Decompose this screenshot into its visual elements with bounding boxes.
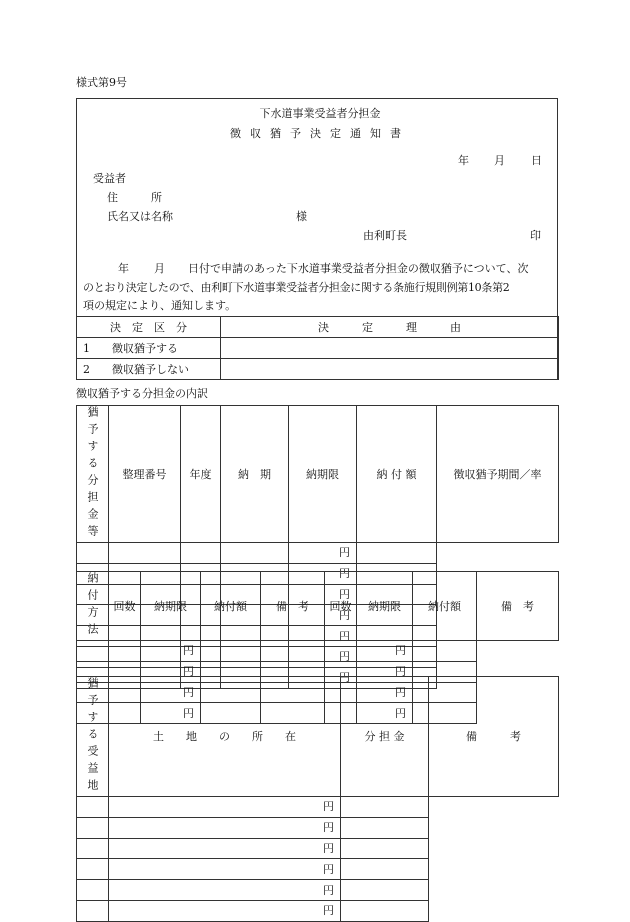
blank-cell xyxy=(77,543,109,564)
yen-unit: 円 xyxy=(289,543,357,564)
body-text-line2: のとおり決定したので、由利町下水道事業受益者分担金に関する条施行規則例第10条第2 xyxy=(83,281,510,294)
col-fiscal-year: 年度 xyxy=(181,406,221,543)
table-row xyxy=(77,900,559,921)
col-remarks: 備 考 xyxy=(261,572,325,641)
blank-cell xyxy=(357,543,437,564)
reason-header: 決 定 理 由 xyxy=(221,317,559,338)
date-year: 年 xyxy=(458,154,469,167)
yen-unit: 円 xyxy=(357,661,413,682)
body-text-line1: 日付で申請のあった下水道事業受益者分担金の徴収猶予について、次 xyxy=(188,262,529,275)
col-payment-term: 納 期 xyxy=(221,406,289,543)
yen-unit: 円 xyxy=(289,646,357,667)
breakdown-heading: 徴収猶予する分担金の内訳 xyxy=(76,387,208,400)
yen-unit: 円 xyxy=(141,641,201,662)
yen-unit: 円 xyxy=(141,703,201,724)
table-row xyxy=(77,838,559,859)
col-deferral-period: 徴収猶予期間／率 xyxy=(437,406,559,543)
section3-side-label: 猶予する受益地 xyxy=(77,677,109,797)
table-row xyxy=(77,641,559,662)
col-due-date: 納期限 xyxy=(357,572,413,641)
col-due-date: 納期限 xyxy=(141,572,201,641)
col-amount: 納付額 xyxy=(201,572,261,641)
yen-unit: 円 xyxy=(141,682,201,703)
issuer-name: 由利町長 xyxy=(363,229,407,242)
col-amount: 納 付 額 xyxy=(357,406,437,543)
benefit-land-table xyxy=(76,676,559,922)
option-grant: 1 徴収猶予する xyxy=(77,338,221,359)
decision-header: 決 定 区 分 xyxy=(77,317,221,338)
body-month: 月 xyxy=(154,262,165,275)
yen-unit: 円 xyxy=(109,880,341,901)
table-row xyxy=(77,880,559,901)
blank-cell xyxy=(77,838,109,859)
col-installment: 回数 xyxy=(325,572,357,641)
body-text-line3: 項の規定により、通知します。 xyxy=(83,299,237,312)
yen-unit: 円 xyxy=(357,703,413,724)
blank-cell xyxy=(77,900,109,921)
col-ref-number: 整理番号 xyxy=(109,406,181,543)
table-row xyxy=(77,817,559,838)
name-label: 氏名又は名称 xyxy=(107,210,173,223)
col-amount: 納付額 xyxy=(413,572,477,641)
date-day: 日 xyxy=(531,154,542,167)
col-remarks: 備 考 xyxy=(477,572,559,641)
section2-side-label: 納付方法 xyxy=(77,572,109,641)
notice-title-line1: 下水道事業受益者分担金 xyxy=(259,107,381,120)
yen-unit: 円 xyxy=(289,667,357,688)
yen-unit: 円 xyxy=(109,797,341,818)
blank-cell xyxy=(109,543,181,564)
blank-cell xyxy=(77,859,109,880)
form-number: 様式第9号 xyxy=(76,76,127,89)
seal-mark: 印 xyxy=(530,229,541,242)
yen-unit: 円 xyxy=(109,838,341,859)
reason-cell xyxy=(221,359,559,380)
reason-cell xyxy=(221,338,559,359)
blank-cell xyxy=(341,880,429,901)
col-land-location: 土 地 の 所 在 xyxy=(109,677,341,797)
blank-cell xyxy=(77,817,109,838)
yen-unit: 円 xyxy=(109,817,341,838)
yen-unit: 円 xyxy=(289,626,357,647)
blank-cell xyxy=(341,797,429,818)
blank-cell xyxy=(325,641,357,662)
table-row xyxy=(77,859,559,880)
blank-cell xyxy=(201,641,261,662)
yen-unit: 円 xyxy=(289,584,357,605)
honorific: 様 xyxy=(296,210,307,223)
date-month: 月 xyxy=(494,154,505,167)
col-remarks: 備 考 xyxy=(429,677,559,797)
table-row xyxy=(77,797,559,818)
table-row xyxy=(77,543,559,564)
blank-cell xyxy=(109,641,141,662)
yen-unit: 円 xyxy=(141,661,201,682)
blank-cell xyxy=(341,859,429,880)
decision-table xyxy=(76,316,559,380)
col-due-date: 納期限 xyxy=(289,406,357,543)
yen-unit: 円 xyxy=(357,682,413,703)
address-label: 住 所 xyxy=(107,191,162,204)
yen-unit: 円 xyxy=(289,605,357,626)
blank-cell xyxy=(413,641,477,662)
yen-unit: 円 xyxy=(357,641,413,662)
blank-cell xyxy=(341,817,429,838)
blank-cell xyxy=(181,543,221,564)
recipient-label: 受益者 xyxy=(93,172,126,185)
blank-cell xyxy=(341,900,429,921)
blank-cell xyxy=(77,641,109,662)
blank-cell xyxy=(341,838,429,859)
yen-unit: 円 xyxy=(109,900,341,921)
blank-cell xyxy=(77,880,109,901)
blank-cell xyxy=(221,543,289,564)
col-share-amount: 分 担 金 xyxy=(341,677,429,797)
blank-cell xyxy=(77,797,109,818)
section1-side-label: 猶予する分担金等 xyxy=(77,406,109,543)
col-installment: 回数 xyxy=(109,572,141,641)
notice-title-line2: 徴収猶予決定通知書 xyxy=(230,127,410,140)
body-year: 年 xyxy=(118,262,129,275)
option-deny: 2 徴収猶予しない xyxy=(77,359,221,380)
yen-unit: 円 xyxy=(289,563,357,584)
blank-cell xyxy=(261,641,325,662)
yen-unit: 円 xyxy=(109,859,341,880)
